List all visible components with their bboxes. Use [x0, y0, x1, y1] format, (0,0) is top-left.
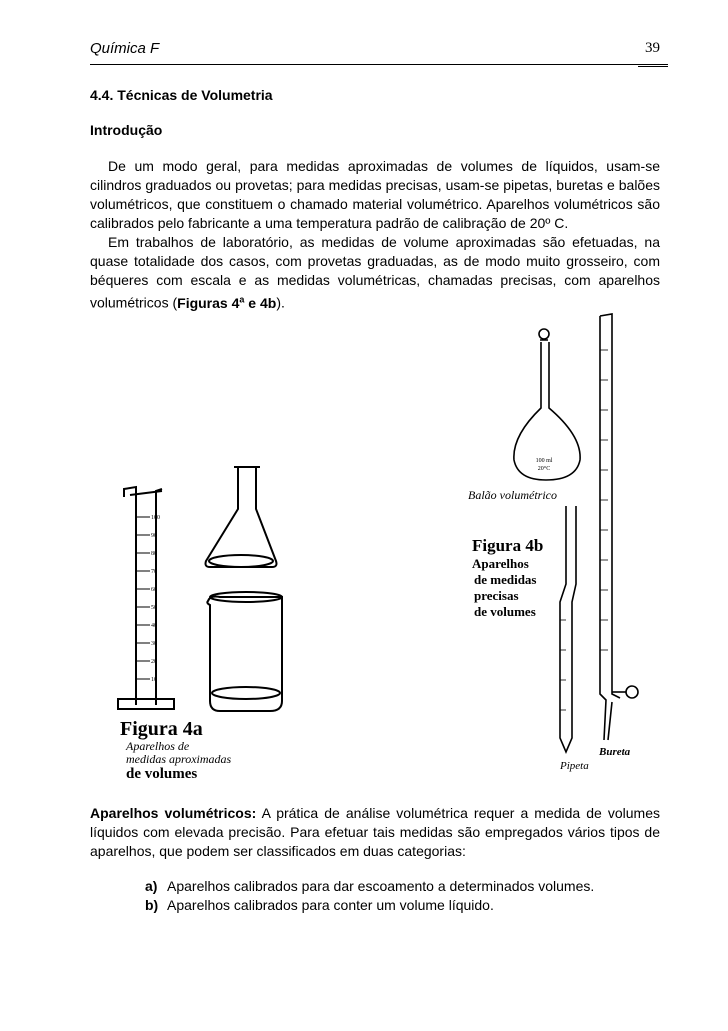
volumetric-lead: Aparelhos volumétricos:	[90, 805, 257, 821]
flask-label: Balão volumétrico	[468, 488, 557, 502]
header-rule-accent	[638, 66, 668, 67]
intro-paragraph-1: De um modo geral, para medidas aproximadas de volumes de líquidos, usam-se cilindros graduados ou provetas; para medidas precisas, usam-se pipetas, buretas e balões volumétricos, que constituem o chamado material volumétrico. Aparelhos volumétricos são calibrados pelo fabricante a uma temperatura padrão de calibração de 20º C.	[90, 158, 660, 231]
figure-4b-caption	[472, 536, 543, 620]
figure-4a-illustration	[110, 455, 310, 735]
page-number: 39	[645, 40, 660, 56]
figure-4b-line2: de medidas	[474, 572, 537, 587]
figure-4a-line1: Aparelhos de	[126, 739, 190, 753]
figure-4a-caption	[120, 718, 231, 783]
flask-mark-volume: 100 ml	[535, 458, 553, 464]
cylinder-tick-label: 100	[151, 515, 160, 521]
figure-4a-title: Figura 4a	[120, 718, 203, 740]
section-title: 4.4. Técnicas de Volumetria	[90, 87, 273, 103]
volumetric-paragraph	[90, 804, 660, 861]
cylinder-tick-label: 80	[151, 551, 157, 557]
subsection-title: Introdução	[90, 122, 163, 138]
cylinder-tick-label: 30	[151, 641, 157, 647]
cylinder-tick-label: 90	[151, 533, 157, 539]
cylinder-base	[118, 699, 174, 709]
cylinder-tick-label: 20	[151, 659, 157, 665]
figure-4b-line4: de volumes	[474, 604, 536, 619]
erlenmeyer-flask	[206, 467, 277, 567]
page-header	[90, 40, 668, 66]
burette	[600, 314, 638, 740]
list-item: b) Aparelhos calibrados para conter um volume líquido.	[145, 897, 494, 913]
cylinder-tick-label: 70	[151, 569, 157, 575]
pipette	[560, 506, 576, 752]
figure-4b-title: Figura 4b	[472, 536, 544, 555]
beaker	[207, 597, 282, 712]
list-item: a) Aparelhos calibrados para dar escoamento a determinados volumes.	[145, 878, 595, 894]
flask-mark-temp: 20°C	[537, 466, 551, 472]
header-rule	[90, 64, 668, 65]
intro-paragraphs	[90, 157, 660, 313]
cylinder-tick-label: 40	[151, 623, 157, 629]
burette-label: Bureta	[599, 746, 631, 758]
cylinder-tick-label: 10	[151, 677, 157, 683]
figure-4a-line3: de volumes	[126, 766, 198, 782]
pipette-label: Pipeta	[560, 760, 589, 772]
intro-paragraph-2: Em trabalhos de laboratório, as medidas de volume aproximadas são efetuadas, na quase totalidade dos casos, com provetas graduadas, as de modo muito grosseiro, com béqueres com escala e as medidas volumétricas, chamadas precisas, com aparelhos volumétricos (Figuras 4$^a$ e 4b).	[90, 234, 660, 311]
apparatus-list	[145, 877, 594, 915]
cylinder-tick-label: 60	[151, 587, 157, 593]
cylinder-tick-label: 50	[151, 605, 157, 611]
figure-4a-line2: medidas aproximadas	[126, 752, 232, 766]
figure-4b-line1: Aparelhos	[472, 556, 529, 571]
figure-4b-line3: precisas	[474, 588, 519, 603]
volumetric-text: A prática de análise volumétrica requer a medida de volumes líquidos com elevada precisão. Para efetuar tais medidas são empregados vários tipos de aparelhos, que podem ser classificados em duas categorias:	[90, 805, 660, 859]
header-subject: Química F	[90, 40, 160, 57]
